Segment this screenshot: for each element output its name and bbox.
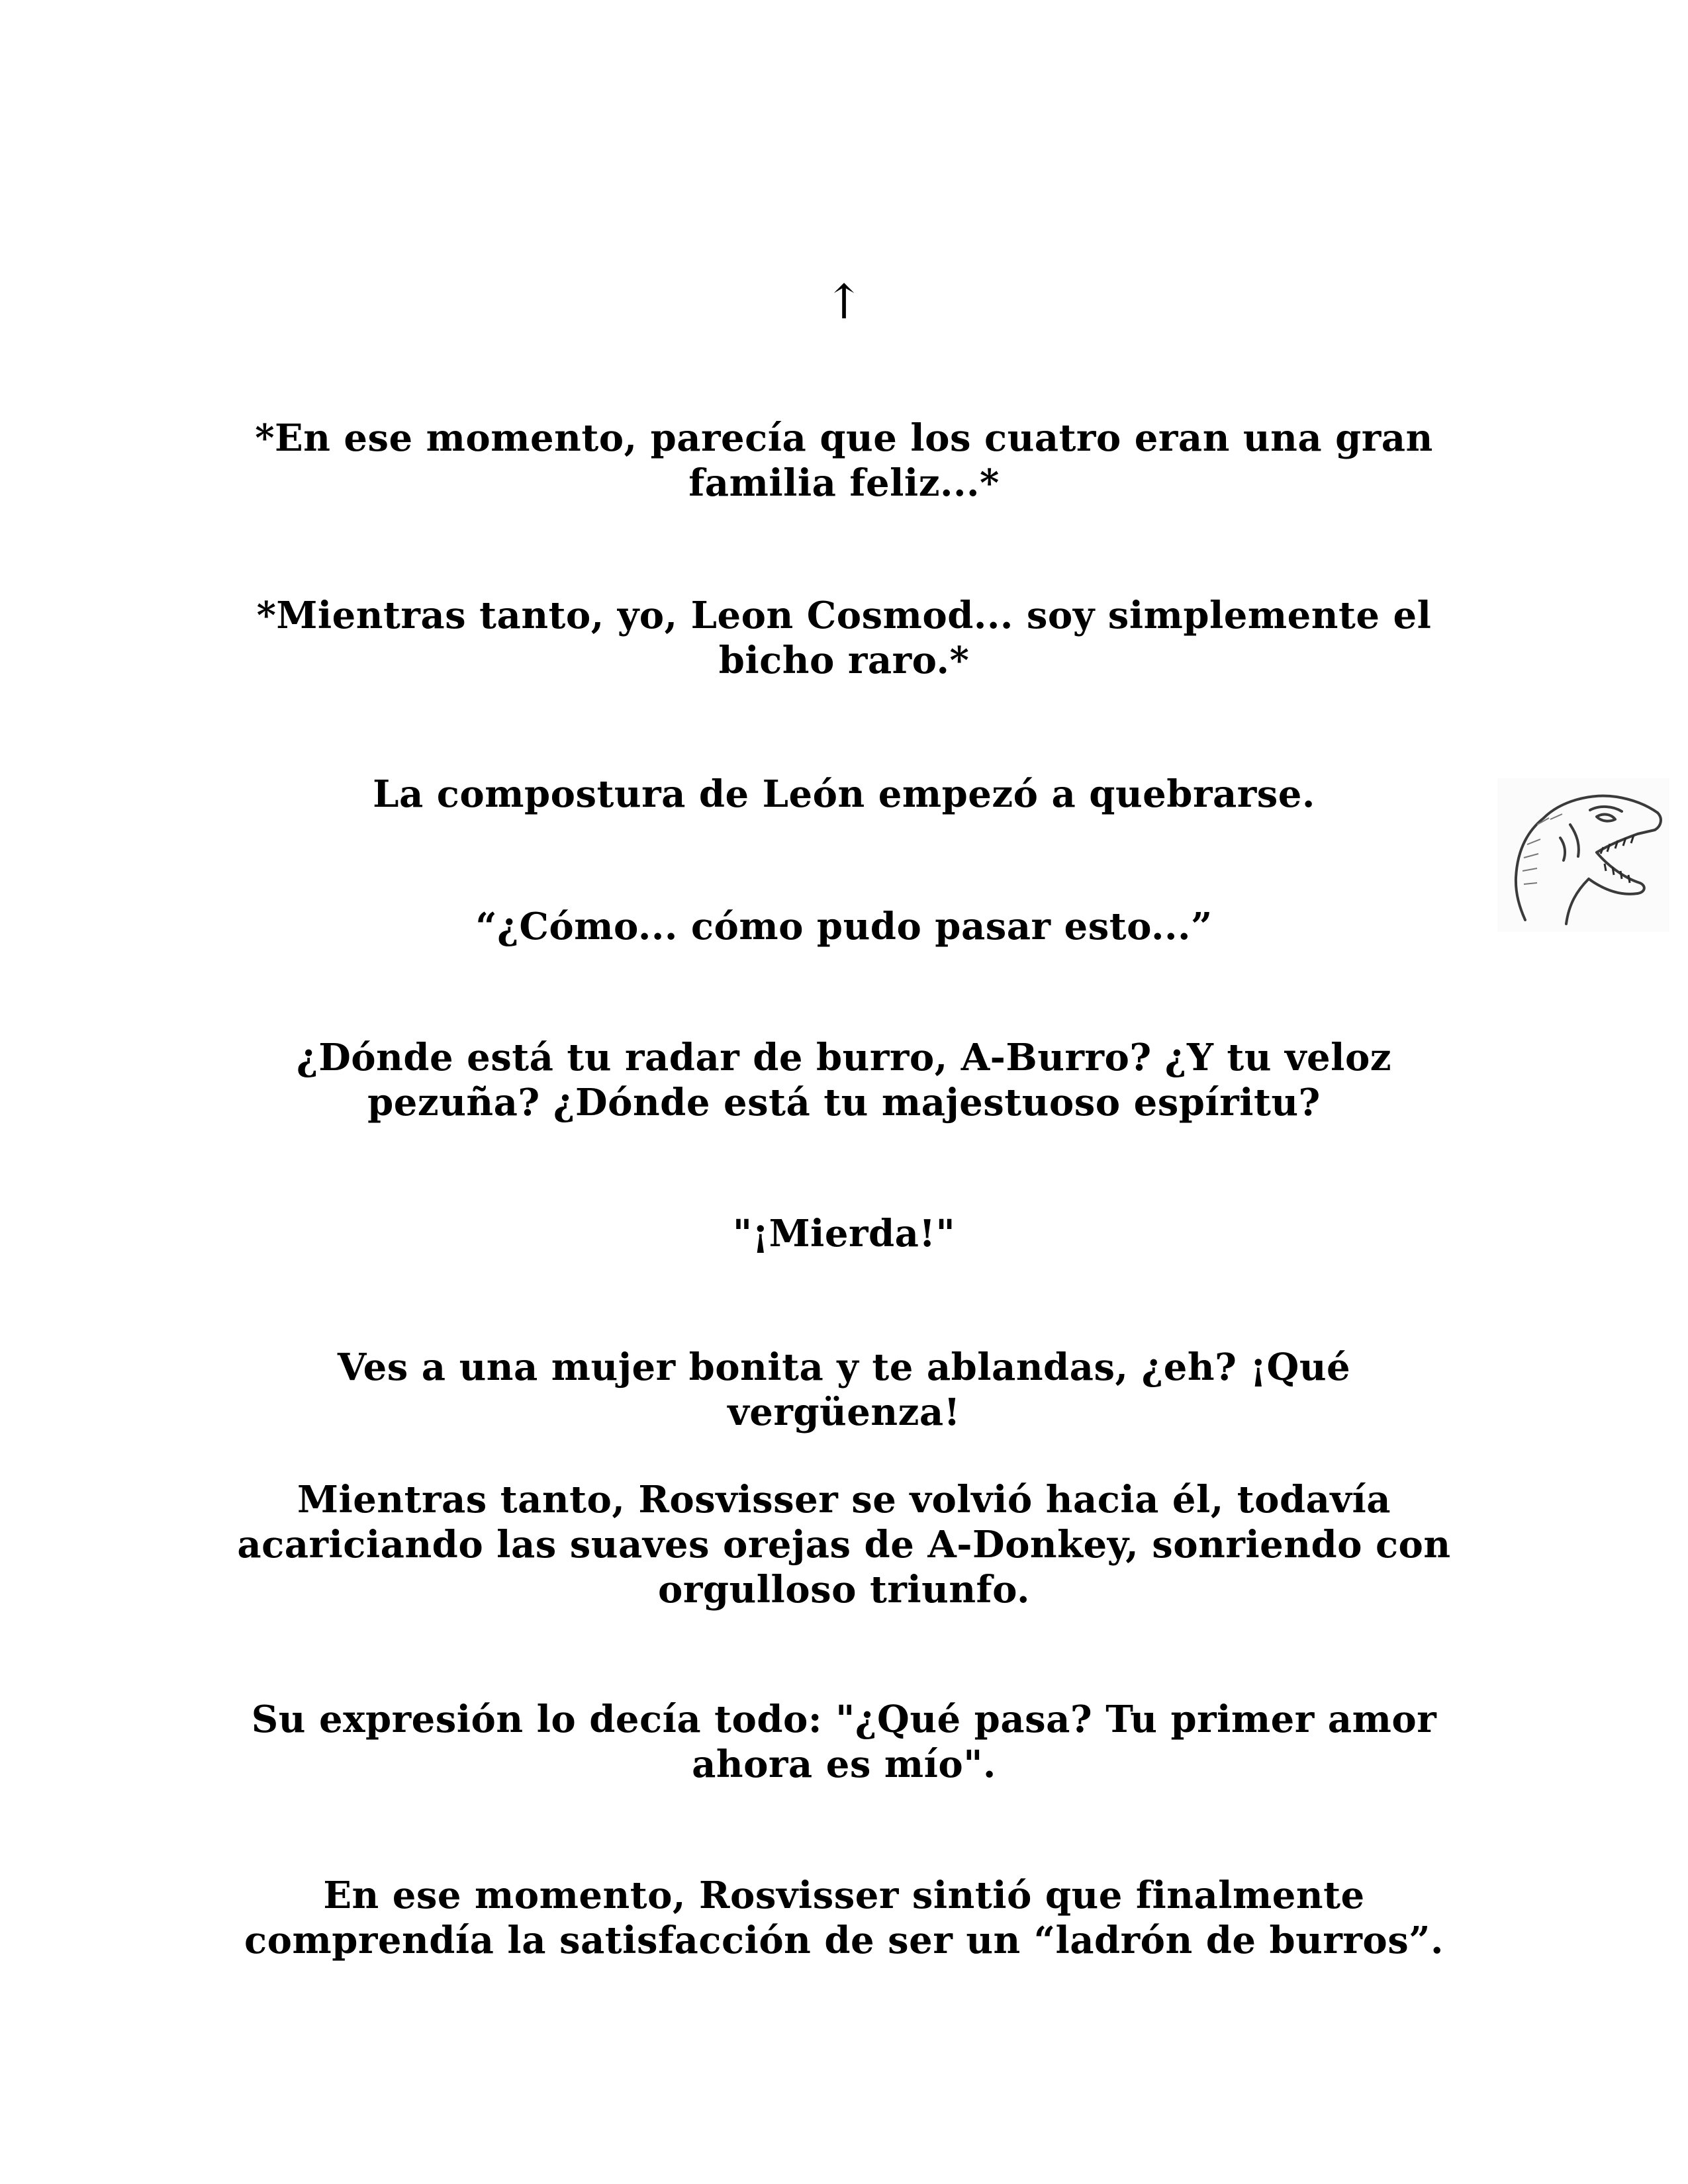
paragraph-6: "¡Mierda!" [732,1212,956,1255]
paragraph-8: Mientras tanto, Rosvisser se volvió hacia él, todavía acariciando las suaves orejas de A-Donkey, sonriendo con orgulloso triunfo. [237,1478,1451,1612]
paragraph-1: *En ese momento, parecía que los cuatro eran una gran familia feliz...* [255,416,1433,505]
paragraph-9: Su expresión lo decía todo: "¿Qué pasa? Tu primer amor ahora es mío". [251,1698,1437,1786]
paragraph-4: “¿Cómo... cómo pudo pasar esto...” [475,905,1213,948]
paragraph-7: Ves a una mujer bonita y te ablandas, ¿eh? ¡Qué vergüenza! [337,1345,1351,1434]
paragraph-5: ¿Dónde está tu radar de burro, A-Burro? ¿Y tu veloz pezuña? ¿Dónde está tu majestuoso espíritu? [296,1036,1392,1124]
dinosaur-sketch-icon [1497,778,1669,932]
paragraph-3: La compostura de León empezó a quebrarse. [373,772,1315,816]
up-arrow-icon: ↑ [823,274,865,330]
paragraph-2: *Mientras tanto, yo, Leon Cosmod... soy simplemente el bicho raro.* [256,594,1432,682]
paragraph-10: En ese momento, Rosvisser sintió que finalmente comprendía la satisfacción de ser un “ladrón de burros”. [244,1874,1444,1962]
